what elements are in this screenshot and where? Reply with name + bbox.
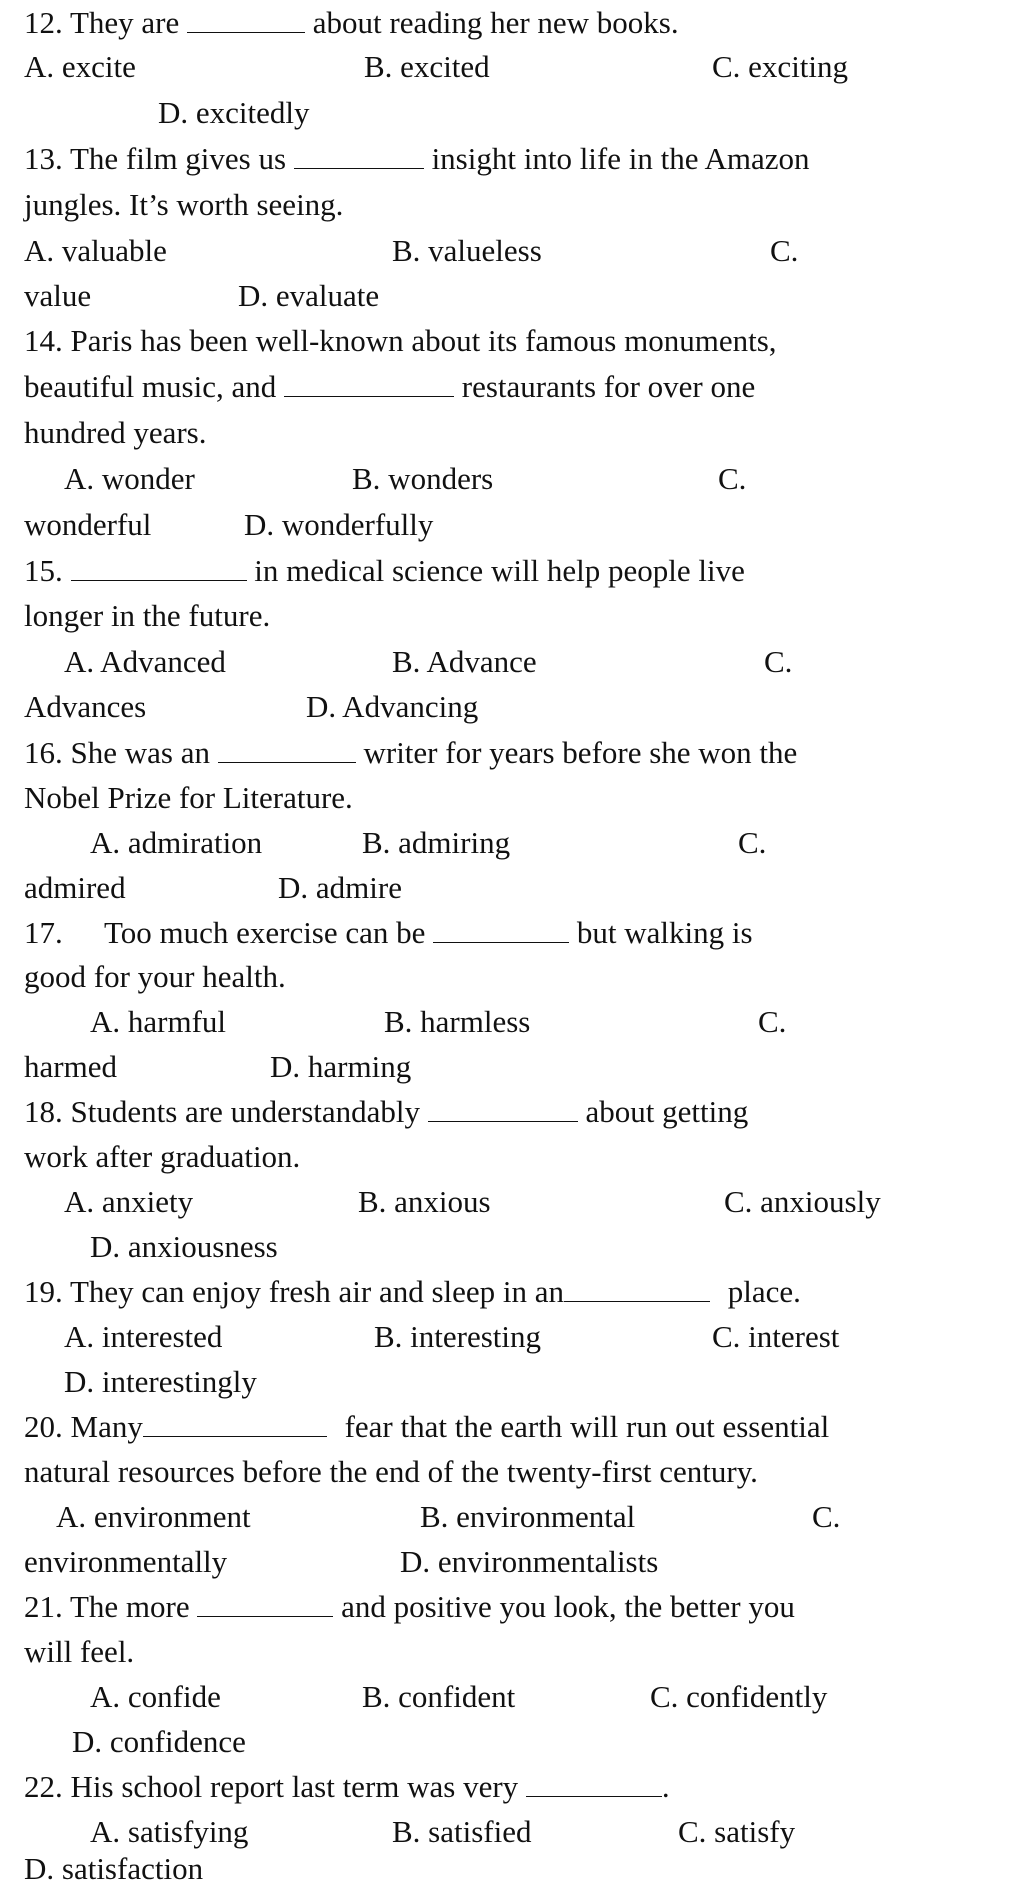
q15-stem [24,552,745,590]
q14-option-a[interactable]: A. wonder [64,461,195,496]
q14-option-c-word[interactable]: wonderful [24,507,152,542]
q16-option-b[interactable]: B. admiring [362,825,511,860]
q21-text-before: The more [69,1589,190,1624]
q15-option-c[interactable]: C. [764,644,793,679]
q22-option-b[interactable]: B. satisfied [392,1814,532,1849]
q22-answer-blank[interactable] [526,1770,662,1797]
q12-option-c[interactable]: C. exciting [712,49,849,84]
q20-text-before: Many [70,1409,143,1444]
q14-stem-line2 [24,368,755,406]
q12-option-d[interactable]: D. excitedly [158,95,310,130]
q12-option-b[interactable]: B. excited [364,49,490,84]
q13-option-c-word[interactable]: value [24,278,92,313]
q13-text-before: The film gives us [69,141,287,176]
q20-text-after: fear that the earth will run out essential [344,1409,830,1444]
q14-option-c[interactable]: C. [718,461,747,496]
q16-option-d[interactable]: D. admire [278,870,402,905]
q17-option-d[interactable]: D. harming [270,1049,412,1084]
q14-text-before: beautiful music, and [24,369,277,404]
q12-option-a[interactable]: A. excite [24,49,136,84]
q14-text-line1: Paris has been well-known about its famous monuments, [70,323,777,358]
q17-stem [24,914,753,952]
q21-stem [24,1588,795,1626]
q15-option-c-word[interactable]: Advances [24,689,147,724]
q14-option-d[interactable]: D. wonderfully [244,507,434,542]
q18-number: 18. [24,1094,63,1129]
q17-option-a[interactable]: A. harmful [90,1004,227,1039]
q15-text-after: in medical science will help people live [254,553,745,588]
q19-option-a[interactable]: A. interested [64,1319,223,1354]
q12-number: 12. [24,5,63,40]
q16-number: 16. [24,735,63,770]
q21-text-after: and positive you look, the better you [341,1589,795,1624]
q21-option-b[interactable]: B. confident [362,1679,516,1714]
q13-option-c[interactable]: C. [770,233,799,268]
q20-stem [24,1408,829,1446]
q16-option-c[interactable]: C. [738,825,767,860]
q22-option-d[interactable]: D. satisfaction [24,1851,204,1886]
q17-option-b[interactable]: B. harmless [384,1004,531,1039]
q16-stem-cont: Nobel Prize for Literature. [24,780,353,815]
q14-option-b[interactable]: B. wonders [352,461,494,496]
q15-option-a[interactable]: A. Advanced [64,644,226,679]
q18-answer-blank[interactable] [428,1095,578,1122]
q17-text-before: Too much exercise can be [103,915,426,950]
q14-answer-blank[interactable] [284,370,454,397]
q20-option-b[interactable]: B. environmental [420,1499,636,1534]
q13-option-d[interactable]: D. evaluate [238,278,380,313]
q22-option-a[interactable]: A. satisfying [90,1814,249,1849]
q13-option-b[interactable]: B. valueless [392,233,542,268]
q15-option-d[interactable]: D. Advancing [306,689,479,724]
q20-answer-blank[interactable] [143,1410,327,1437]
q16-text-after: writer for years before she won the [363,735,798,770]
q18-text-after: about getting [585,1094,749,1129]
q17-text-after: but walking is [576,915,753,950]
q21-stem-cont: will feel. [24,1634,135,1669]
q20-option-c[interactable]: C. [812,1499,841,1534]
q19-stem [24,1273,801,1311]
q17-number: 17. [24,915,63,950]
q18-stem [24,1093,748,1131]
q14-stem [24,322,777,360]
q22-stem [24,1768,670,1806]
q16-text-before: She was an [70,735,210,770]
q17-answer-blank[interactable] [433,916,569,943]
q13-stem [24,140,810,178]
q17-option-c[interactable]: C. [758,1004,787,1039]
q22-option-c[interactable]: C. satisfy [678,1814,796,1849]
q14-number: 14. [24,323,63,358]
q16-option-a[interactable]: A. admiration [90,825,263,860]
q13-answer-blank[interactable] [294,142,424,169]
q15-option-b[interactable]: B. Advance [392,644,537,679]
q18-option-b[interactable]: B. anxious [358,1184,491,1219]
q12-answer-blank[interactable] [187,6,305,33]
q16-stem [24,734,797,772]
q13-text-after: insight into life in the Amazon [431,141,810,176]
q19-option-d[interactable]: D. interestingly [64,1364,257,1399]
q13-stem-cont: jungles. It’s worth seeing. [24,187,344,222]
q20-stem-cont: natural resources before the end of the twenty-first century. [24,1454,758,1489]
q21-option-a[interactable]: A. confide [90,1679,221,1714]
q15-answer-blank[interactable] [71,554,247,581]
q15-number: 15. [24,553,63,588]
q18-stem-cont: work after graduation. [24,1139,301,1174]
q21-option-d[interactable]: D. confidence [72,1724,246,1759]
q22-text-after: . [661,1769,670,1804]
q12-text-after: about reading her new books. [312,5,679,40]
q14-text-after: restaurants for over one [461,369,756,404]
q19-text-before: They can enjoy fresh air and sleep in an [69,1274,565,1309]
q18-option-a[interactable]: A. anxiety [64,1184,194,1219]
q18-option-c[interactable]: C. anxiously [724,1184,881,1219]
q20-option-c-word[interactable]: environmentally [24,1544,228,1579]
q13-option-a[interactable]: A. valuable [24,233,167,268]
q12-stem [24,4,679,42]
q22-text-before: His school report last term was very [70,1769,519,1804]
q20-option-d[interactable]: D. environmentalists [400,1544,659,1579]
q22-number: 22. [24,1769,63,1804]
q19-text-after: place. [727,1274,801,1309]
q14-stem-cont: hundred years. [24,415,207,450]
q18-option-d[interactable]: D. anxiousness [90,1229,278,1264]
q19-answer-blank[interactable] [564,1275,710,1302]
q17-stem-cont: good for your health. [24,959,286,994]
q15-stem-cont: longer in the future. [24,598,271,633]
q16-option-c-word[interactable]: admired [24,870,126,905]
q12-text-before: They are [69,5,180,40]
q18-text-before: Students are understandably [70,1094,421,1129]
q21-option-c[interactable]: C. confidently [650,1679,828,1714]
q16-answer-blank[interactable] [218,736,356,763]
q19-number: 19. [24,1274,63,1309]
q19-option-b[interactable]: B. interesting [374,1319,542,1354]
q21-answer-blank[interactable] [197,1590,333,1617]
q20-option-a[interactable]: A. environment [56,1499,251,1534]
q21-number: 21. [24,1589,63,1624]
q17-option-c-word[interactable]: harmed [24,1049,117,1084]
q13-number: 13. [24,141,63,176]
q20-number: 20. [24,1409,63,1444]
q19-option-c[interactable]: C. interest [712,1319,840,1354]
